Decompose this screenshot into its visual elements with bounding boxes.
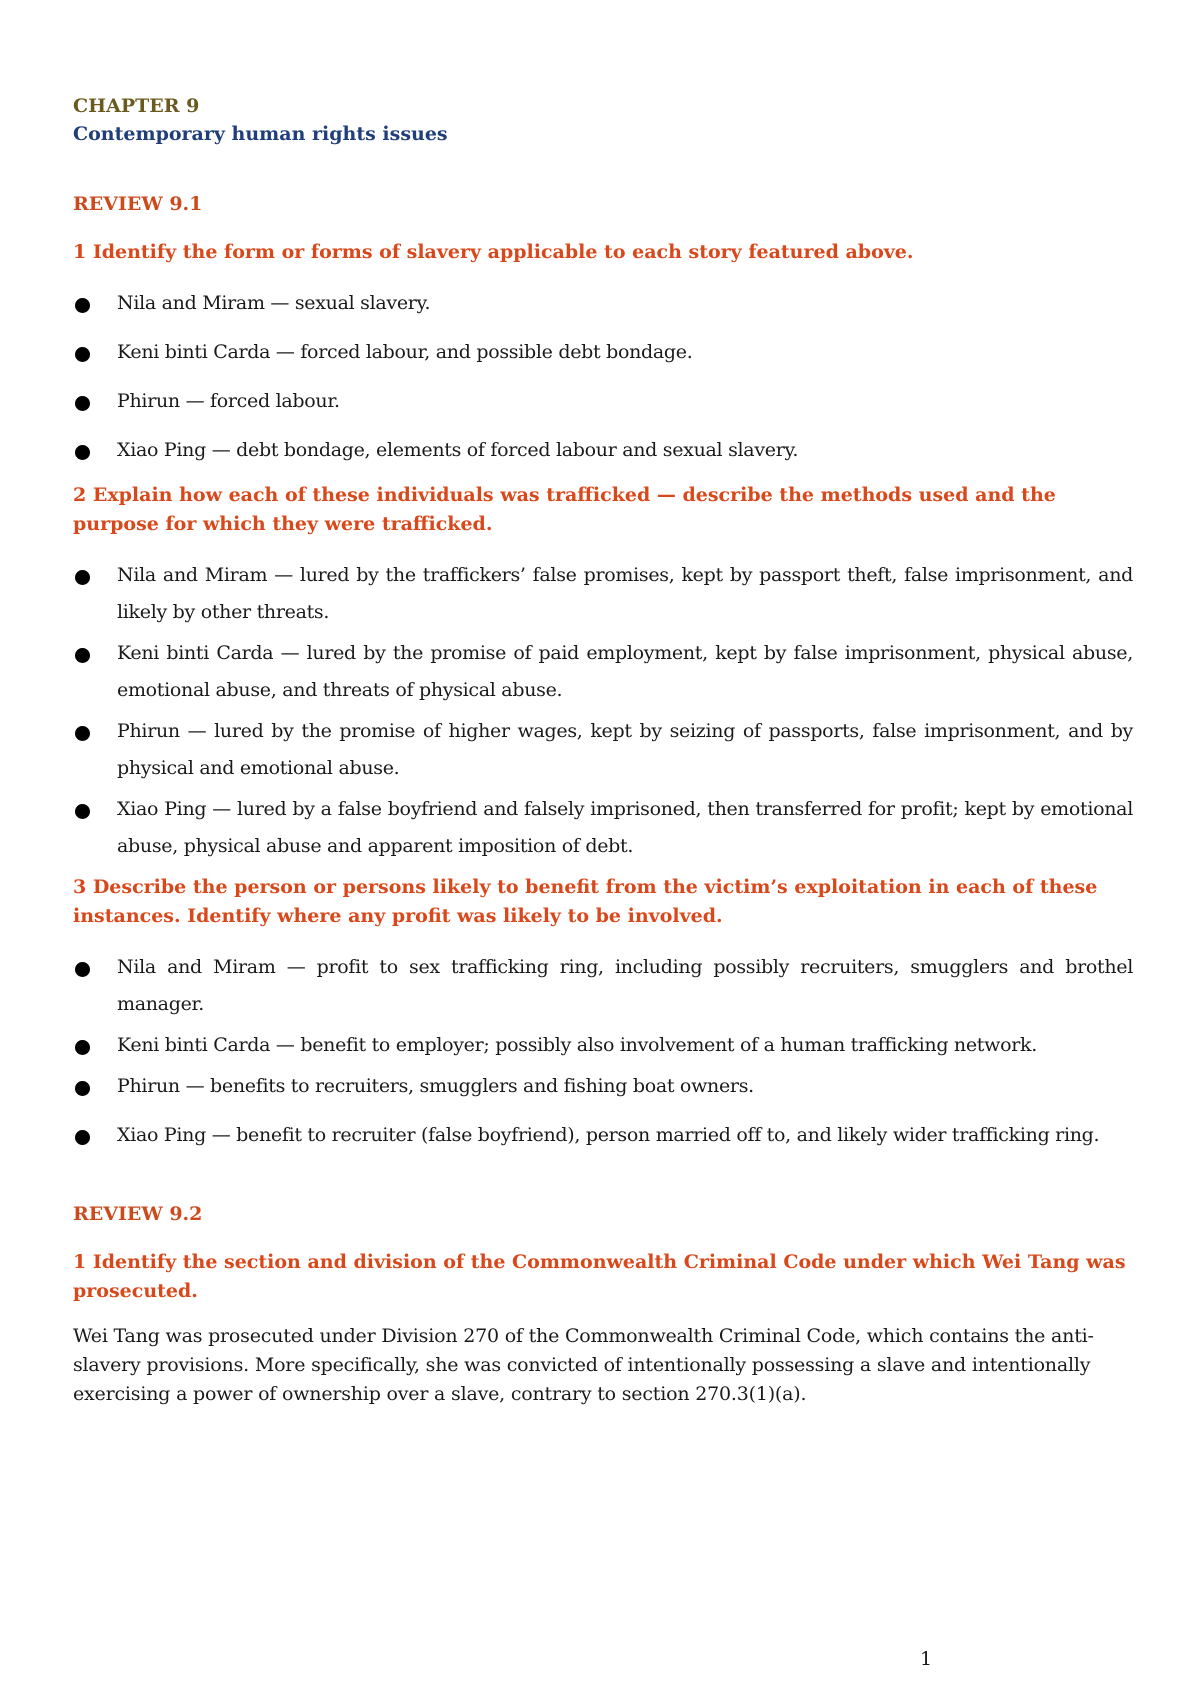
list-item: Xiao Ping — debt bondage, elements of forced labour and sexual slavery. — [73, 432, 1133, 469]
document-page — [73, 92, 1133, 1409]
review-9-1-q2-answer-list — [73, 557, 1133, 865]
review-9-1-question-2: 2 Explain how each of these individuals was trafficked — describe the methods used and the purpose for which they were trafficked. — [73, 484, 1056, 535]
list-item: Phirun — benefits to recruiters, smugglers and fishing boat owners. — [73, 1068, 1133, 1105]
list-item: Phirun — forced labour. — [73, 383, 1133, 420]
list-item: Xiao Ping — benefit to recruiter (false boyfriend), person married off to, and likely wider trafficking ring. — [73, 1117, 1133, 1154]
bullet-icon — [75, 1081, 90, 1096]
bullet-icon — [75, 804, 90, 819]
page-number: 1 — [920, 1648, 933, 1670]
bullet-icon — [75, 726, 90, 741]
chapter-title: Contemporary human rights issues — [73, 123, 448, 145]
bullet-icon — [75, 648, 90, 663]
list-item: Keni binti Carda — lured by the promise of paid employment, kept by false imprisonment, physical abuse, emotional abuse, and threats of physical abuse. — [73, 635, 1133, 709]
bullet-icon — [75, 570, 90, 585]
bullet-icon — [75, 1040, 90, 1055]
review-9-1-heading: REVIEW 9.1 — [73, 193, 203, 215]
list-item: Nila and Miram — lured by the traffickers’ false promises, kept by passport theft, false imprisonment, and likely by other threats. — [73, 557, 1133, 631]
review-9-2-question-1: 1 Identify the section and division of the Commonwealth Criminal Code under which Wei Tang was prosecuted. — [73, 1251, 1126, 1302]
review-9-2-answer-1: Wei Tang was prosecuted under Division 270 of the Commonwealth Criminal Code, which contains the anti-slavery provisions. More specifically, she was convicted of intentionally possessing a slave and intentionally exercising a power of ownership over a slave, contrary to section 270.3(1)(a). — [73, 1325, 1094, 1405]
list-item: Xiao Ping — lured by a false boyfriend and falsely imprisoned, then transferred for profit; kept by emotional abuse, physical abuse and apparent imposition of debt. — [73, 791, 1133, 865]
bullet-icon — [75, 445, 90, 460]
list-item: Nila and Miram — sexual slavery. — [73, 285, 1133, 322]
review-9-2-heading: REVIEW 9.2 — [73, 1203, 203, 1225]
chapter-label: CHAPTER 9 — [73, 95, 200, 117]
review-9-1-q3-answer-list — [73, 949, 1133, 1154]
list-item: Keni binti Carda — benefit to employer; possibly also involvement of a human trafficking network. — [73, 1027, 1133, 1064]
bullet-icon — [75, 1130, 90, 1145]
bullet-icon — [75, 298, 90, 313]
bullet-icon — [75, 396, 90, 411]
review-9-1-q1-answer-list — [73, 285, 1133, 469]
bullet-icon — [75, 962, 90, 977]
bullet-icon — [75, 347, 90, 362]
list-item: Keni binti Carda — forced labour, and possible debt bondage. — [73, 334, 1133, 371]
list-item: Nila and Miram — profit to sex trafficking ring, including possibly recruiters, smugglers and brothel manager. — [73, 949, 1133, 1023]
review-9-1-question-3: 3 Describe the person or persons likely to benefit from the victim’s exploitation in each of these instances. Identify where any profit was likely to be involved. — [73, 876, 1098, 927]
review-9-1-question-1: 1 Identify the form or forms of slavery applicable to each story featured above. — [73, 241, 914, 263]
list-item: Phirun — lured by the promise of higher wages, kept by seizing of passports, false imprisonment, and by physical and emotional abuse. — [73, 713, 1133, 787]
